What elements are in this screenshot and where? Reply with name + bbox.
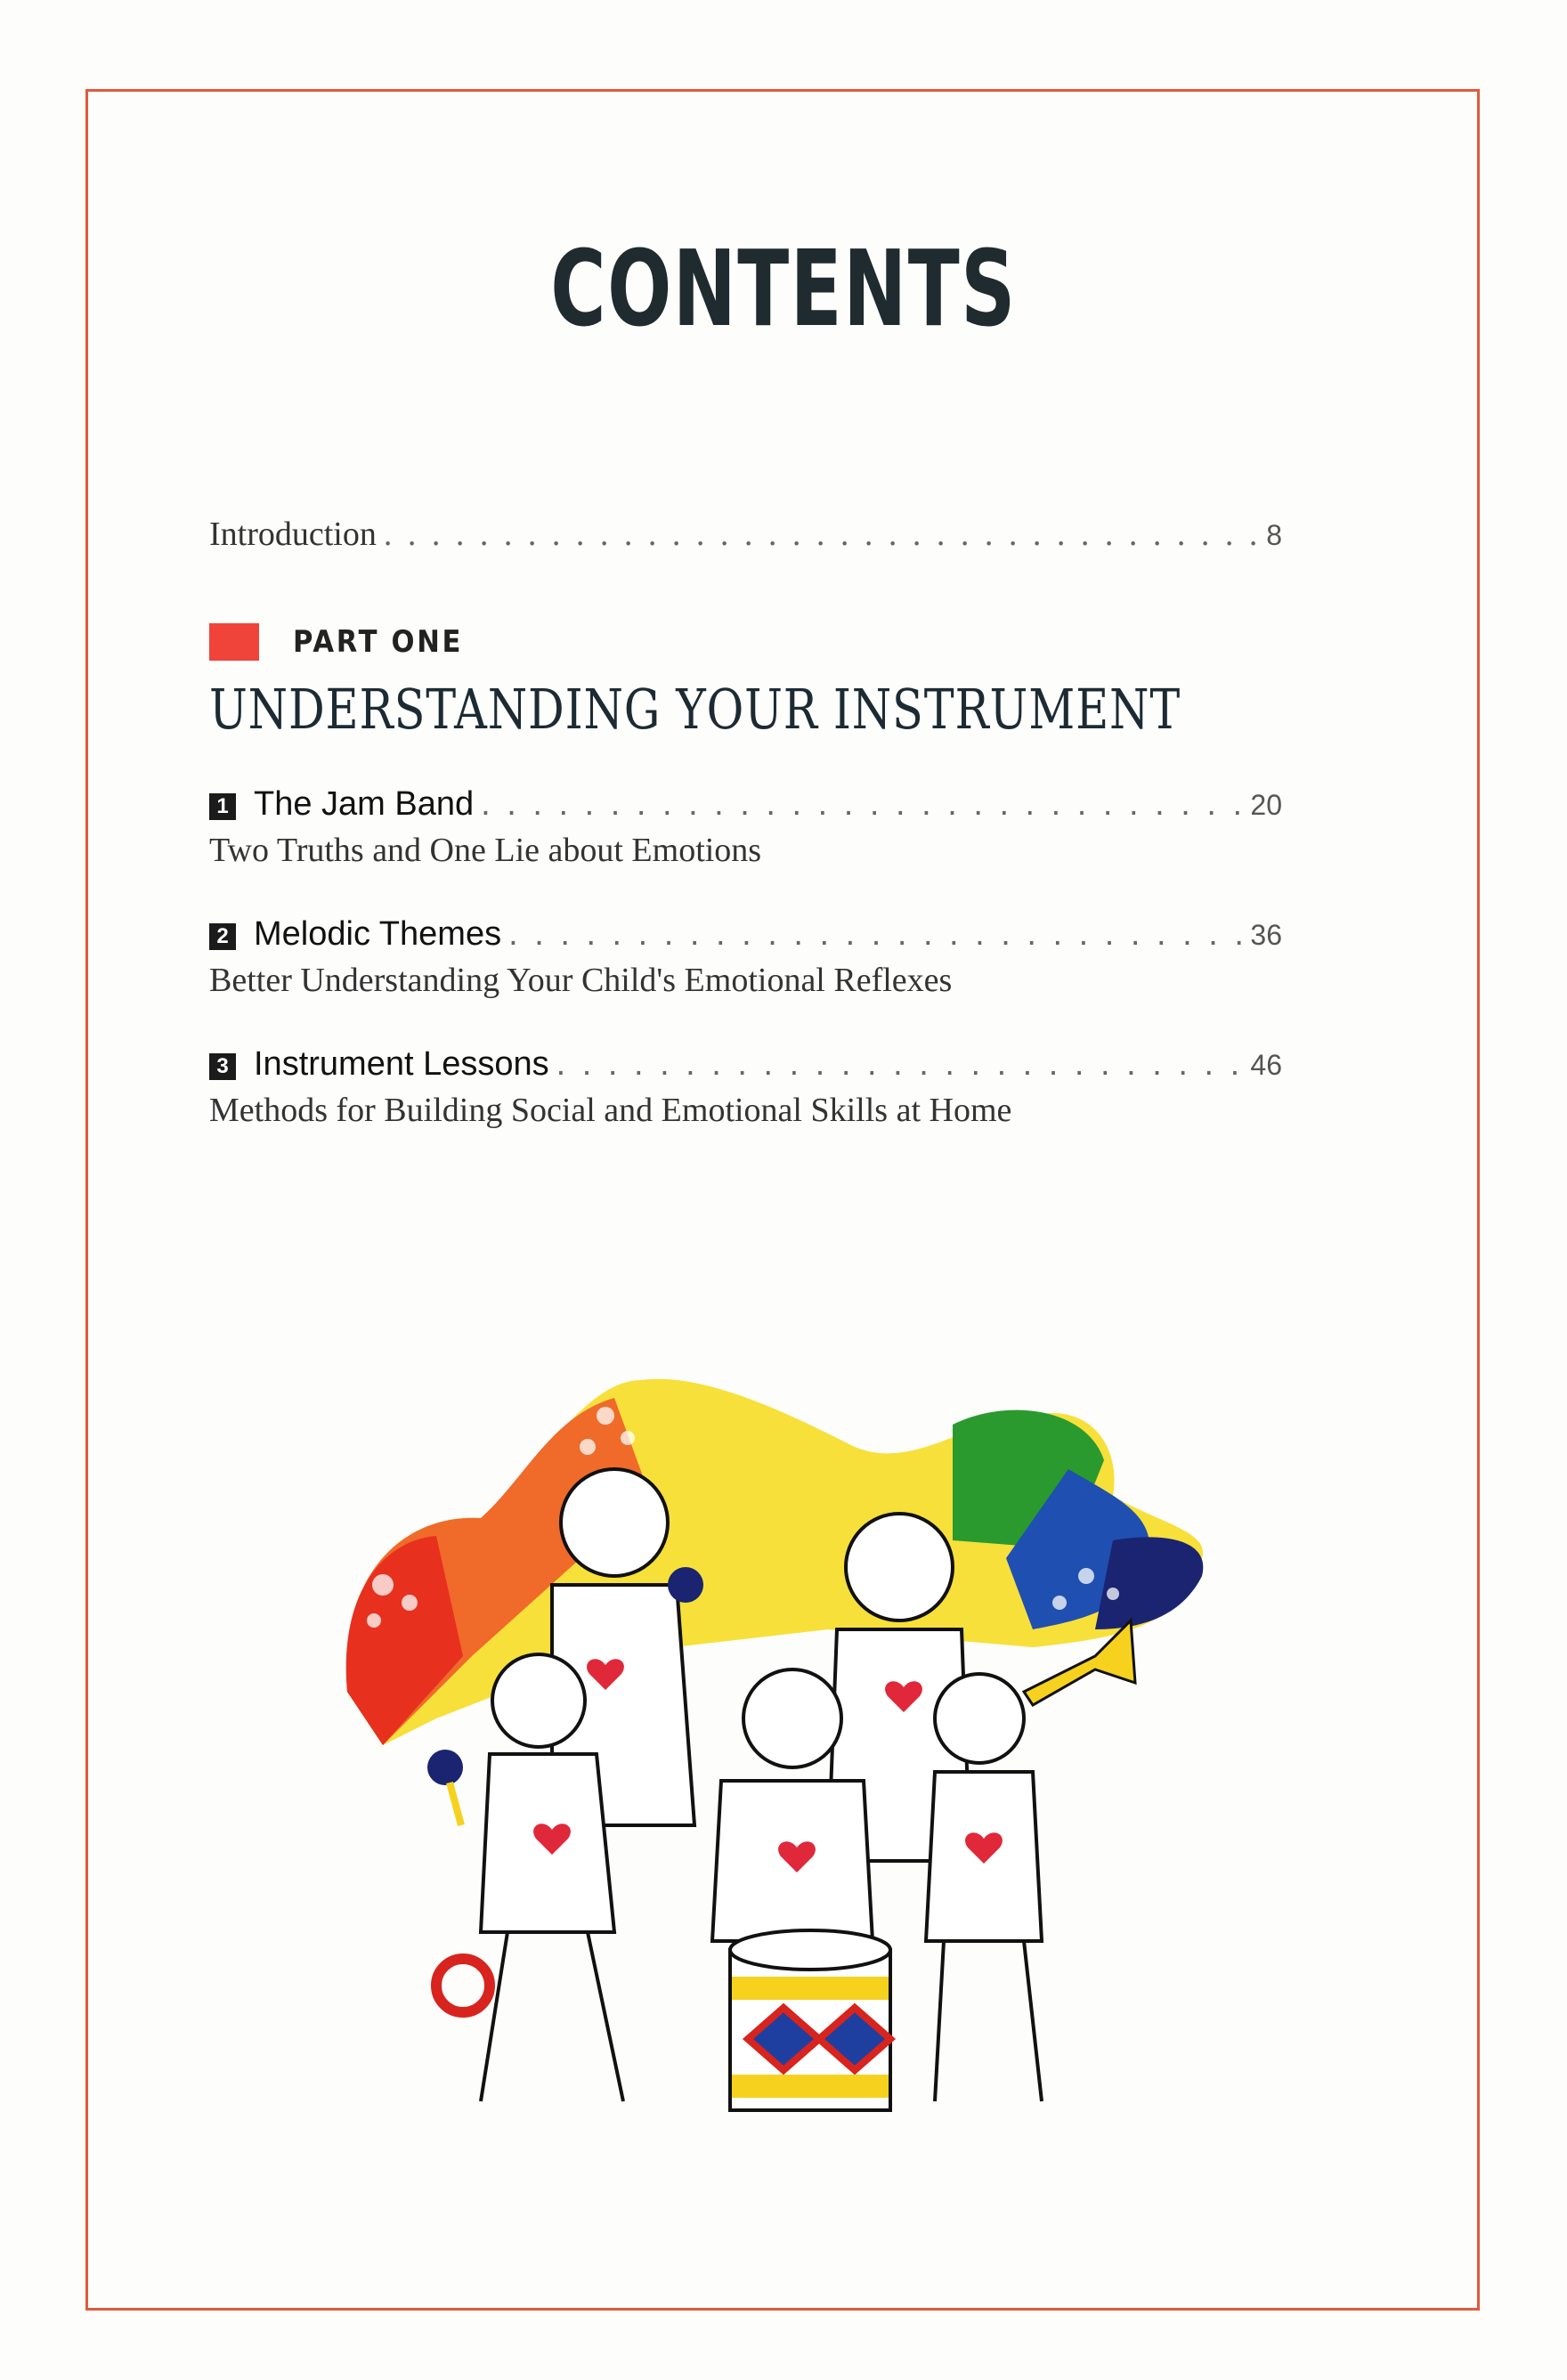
rainbow-indigo bbox=[1095, 1537, 1203, 1629]
part-color-swatch bbox=[209, 623, 259, 661]
chapter-number-badge: 3 bbox=[209, 1053, 236, 1080]
tambourine-icon bbox=[436, 1959, 490, 2012]
page-number: 20 bbox=[1250, 789, 1282, 821]
chapter-subtitle: Methods for Building Social and Emotional Skills at Home bbox=[209, 1092, 1012, 1129]
chapter-number-badge: 2 bbox=[209, 923, 236, 950]
dot-leader bbox=[481, 785, 1243, 824]
page-number: 8 bbox=[1266, 519, 1282, 551]
dot-leader bbox=[508, 915, 1243, 954]
chapter-title: Melodic Themes bbox=[254, 915, 502, 953]
entry-label: Introduction bbox=[209, 516, 377, 553]
page-title: CONTENTS bbox=[550, 227, 1017, 350]
chapter-number-badge: 1 bbox=[209, 793, 236, 820]
family-band-illustration bbox=[329, 1362, 1220, 2146]
part-label: PART ONE bbox=[293, 624, 464, 660]
dot-leader bbox=[384, 515, 1259, 554]
chapter-subtitle: Better Understanding Your Child's Emotional Reflexes bbox=[209, 962, 953, 999]
toc-entry-chapter-3[interactable] bbox=[209, 1045, 1282, 1130]
page-number: 46 bbox=[1250, 1049, 1282, 1081]
chapter-subtitle: Two Truths and One Lie about Emotions bbox=[209, 832, 762, 869]
drum-icon bbox=[730, 1930, 890, 2110]
part-title: UNDERSTANDING YOUR INSTRUMENT bbox=[209, 677, 1181, 742]
chapter-title: Instrument Lessons bbox=[254, 1045, 549, 1083]
toc-entry-introduction[interactable] bbox=[209, 515, 1282, 554]
chapter-title: The Jam Band bbox=[254, 785, 475, 823]
toc-entry-chapter-2[interactable] bbox=[209, 915, 1282, 1000]
part-header bbox=[209, 623, 482, 661]
dot-leader bbox=[556, 1045, 1244, 1084]
page-number: 36 bbox=[1250, 919, 1282, 951]
toc-entry-chapter-1[interactable] bbox=[209, 785, 1282, 870]
